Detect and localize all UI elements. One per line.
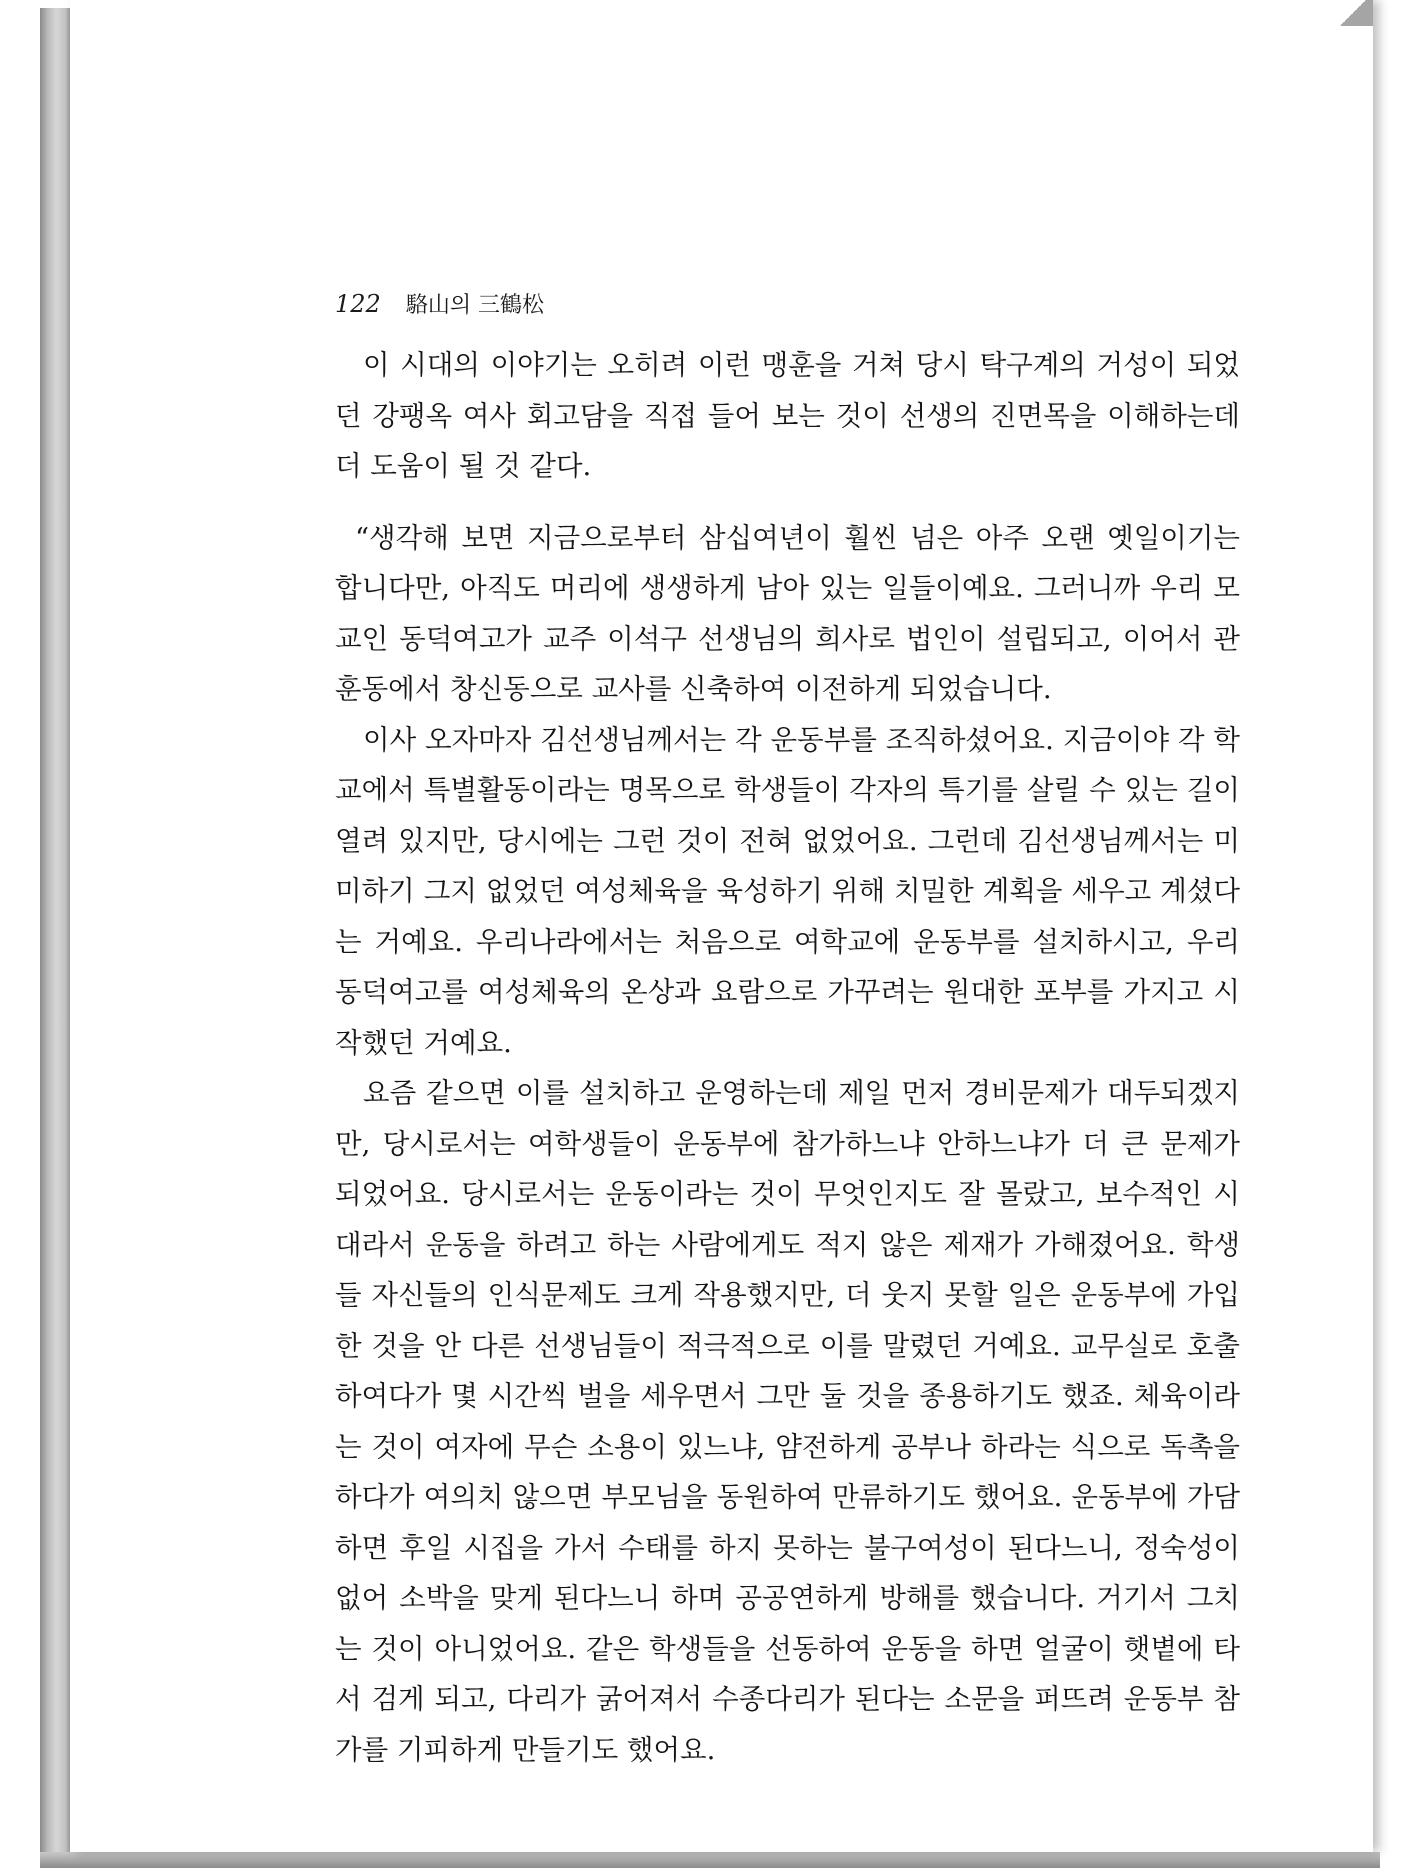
page-corner-fold	[1333, 0, 1373, 26]
body-text	[335, 340, 1240, 1775]
paragraph-quote-opening: “생각해 보면 지금으로부터 삼십여년이 훨씬 넘은 아주 오랜 옛일이기는 합니다만, 아직도 머리에 생생하게 남아 있는 일들이예요. 그러니까 우리 모교인 동덕여고가 교주 이석구 선생님의 희사로 법인이 설립되고, 이어서 관훈동에서 창신동으로 교사를 신축하여 이전하게 되었습니다.	[335, 521, 1240, 705]
book-spine-edge	[40, 8, 70, 1860]
book-page	[70, 0, 1373, 1852]
book-bottom-edge	[40, 1852, 1380, 1868]
paragraph-obstacles: 요즘 같으면 이를 설치하고 운영하는데 제일 먼저 경비문제가 대두되겠지만, 당시로서는 여학생들이 운동부에 참가하느냐 안하느냐가 더 큰 문제가 되었어요. 당시로서는 운동이라는 것이 무엇인지도 잘 몰랐고, 보수적인 시대라서 운동을 하려고 하는 사람에게도 적지 않은 제재가 가해졌어요. 학생들 자신들의 인식문제도 크게 작용했지만, 더 웃지 못할 일은 운동부에 가입한 것을 안 다른 선생님들이 적극적으로 이를 말렸던 거예요. 교무실로 호출하여다가 몇 시간씩 벌을 세우면서 그만 둘 것을 종용하기도 했죠. 체육이라는 것이 여자에 무슨 소용이 있느냐, 얌전하게 공부나 하라는 식으로 독촉을 하다가 여의치 않으면 부모님을 동원하여 만류하기도 했어요. 운동부에 가담하면 후일 시집을 가서 수태를 하지 못하는 불구여성이 된다느니, 정숙성이 없어 소박을 맞게 된다느니 하며 공공연하게 방해를 했습니다. 거기서 그치는 것이 아니었어요. 같은 학생들을 선동하여 운동을 하면 얼굴이 햇볕에 타서 검게 되고, 다리가 굵어져서 수종다리가 된다는 소문을 퍼뜨려 운동부 참가를 기피하게 만들기도 했어요.	[335, 1077, 1240, 1766]
paragraph-intro: 이 시대의 이야기는 오히려 이런 맹훈을 거쳐 당시 탁구계의 거성이 되었던 강팽옥 여사 회고담을 직접 들어 보는 것이 선생의 진면목을 이해하는데 더 도움이 될 것 같다.	[335, 349, 1240, 482]
running-title: 駱山의 三鶴松	[405, 293, 545, 318]
running-header	[335, 288, 544, 319]
page-number: 122	[335, 290, 381, 318]
paragraph-sports-clubs: 이사 오자마자 김선생님께서는 각 운동부를 조직하셨어요. 지금이야 각 학교에서 특별활동이라는 명목으로 학생들이 각자의 특기를 살릴 수 있는 길이 열려 있지만, 당시에는 그런 것이 전혀 없었어요. 그런데 김선생님께서는 미미하기 그지 없었던 여성체육을 육성하기 위해 치밀한 계획을 세우고 계셨다는 거예요. 우리나라에서는 처음으로 여학교에 운동부를 설치하시고, 우리 동덕여고를 여성체육의 온상과 요람으로 가꾸려는 원대한 포부를 가지고 시작했던 거예요.	[335, 723, 1240, 1059]
